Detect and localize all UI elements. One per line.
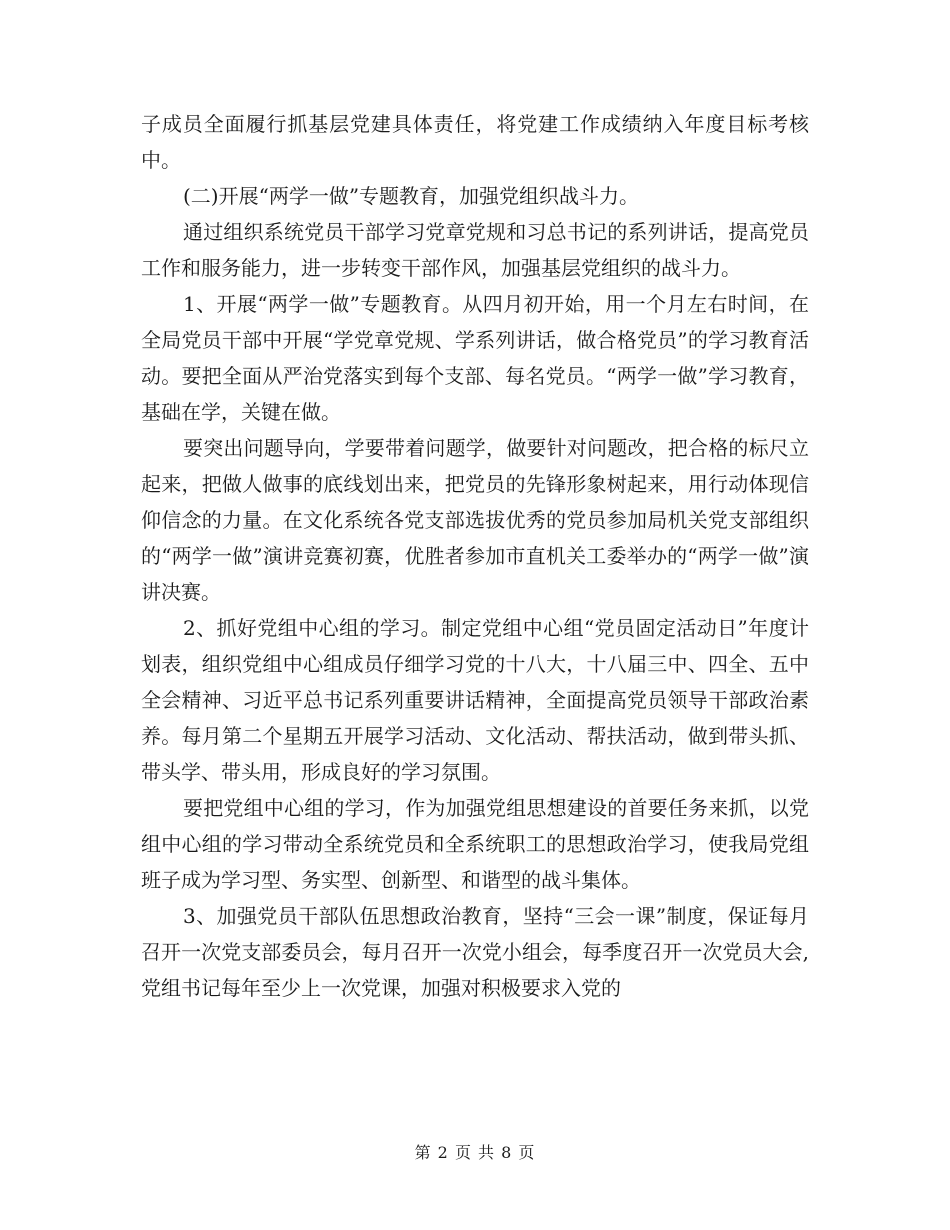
paragraph-4: 1、开展“两学一做”专题教育。从四月初开始，用一个月左右时间，在全局党员干部中开展“学党章党规、学系列讲话，做合格党员”的学习教育活动。要把全面从严治党落实到每个支部、每名党员。“两学一做”学习教育，基础在学，关键在做。: [141, 292, 809, 424]
section-heading-2: (二)开展“两学一做”专题教育，加强党组织战斗力。: [183, 184, 640, 208]
paragraph-5: 要突出问题导向，学要带着问题学，做要针对问题改，把合格的标尺立起来，把做人做事的底线划出来，把党员的先锋形象树起来，用行动体现信仰信念的力量。在文化系统各党支部选拔优秀的党员参加局机关党支部组织的“两学一做”演讲竞赛初赛，优胜者参加市直机关工委举办的“两学一做”演讲决赛。: [141, 436, 809, 604]
paragraph-1: 子成员全面履行抓基层党建具体责任，将党建工作成绩纳入年度目标考核中。: [141, 112, 809, 172]
paragraph-6: 2、抓好党组中心组的学习。制定党组中心组“党员固定活动日”年度计划表，组织党组中心组成员仔细学习党的十八大，十八届三中、四全、五中全会精神、习近平总书记系列重要讲话精神，全面提高党员领导干部政治素养。每月第二个星期五开展学习活动、文化活动、帮扶活动，做到带头抓、带头学、带头用，形成良好的学习氛围。: [141, 616, 809, 784]
paragraph-7: 要把党组中心组的学习，作为加强党组思想建设的首要任务来抓，以党组中心组的学习带动全系统党员和全系统职工的思想政治学习，使我局党组班子成为学习型、务实型、创新型、和谐型的战斗集体。: [141, 796, 809, 892]
document-body: [141, 106, 809, 1006]
paragraph-8: 3、加强党员干部队伍思想政治教育，坚持“三会一课”制度，保证每月召开一次党支部委员会，每月召开一次党小组会，每季度召开一次党员大会,党组书记每年至少上一次党课，加强对积极要求入党的: [141, 904, 809, 1000]
page-number-footer: 第 2 页 共 8 页: [414, 1143, 536, 1162]
paragraph-3: 通过组织系统党员干部学习党章党规和习总书记的系列讲话，提高党员工作和服务能力，进一步转变干部作风，加强基层党组织的战斗力。: [141, 220, 809, 280]
